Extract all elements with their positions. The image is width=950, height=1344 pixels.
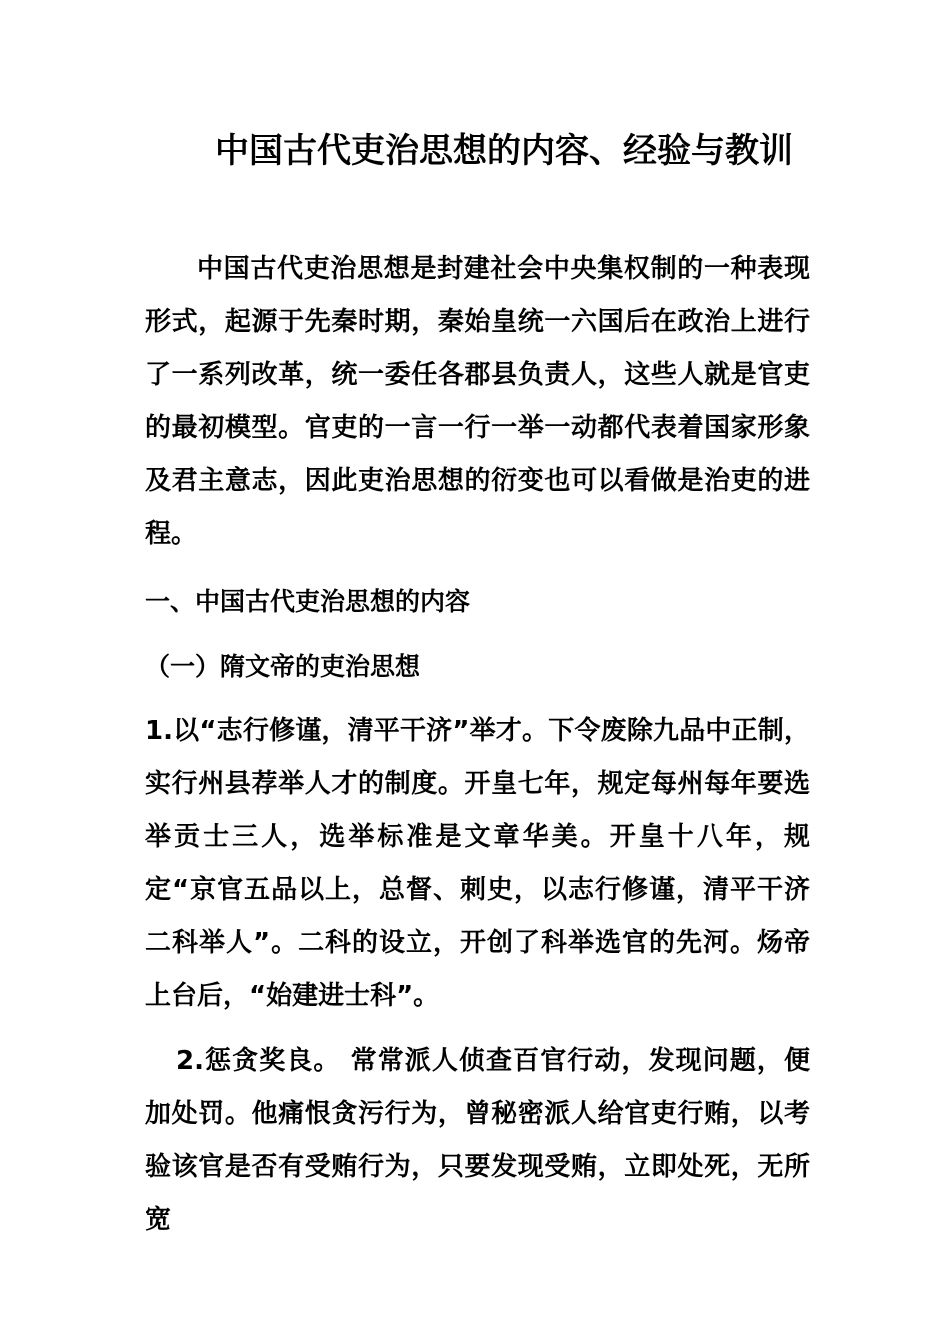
intro-paragraph: 中国古代吏治思想是封建社会中央集权制的一种表现形式，起源于先秦时期，秦始皇统一六国后在政治上进行了一系列改革，统一委任各郡县负责人，这些人就是官吏的最初模型。官吏的一言一行一举一动都代表着国家形象及君主意志，因此吏治思想的衍变也可以看做是治吏的进程。 [145, 254, 810, 549]
point-paragraph-2: 2.惩贪奖良。 常常派人侦查百官行动，发现问题，便加处罚。他痛恨贪污行为，曾秘密派人给官吏行贿，以考验该官是否有受贿行为，只要发现受贿，立即处死，无所宽 [145, 1046, 810, 1235]
point-paragraph-1: 1.以“志行修谨，清平干济”举才。下令废除九品中正制，实行州县荐举人才的制度。开皇七年，规定每州每年要选举贡士三人，选举标准是文章华美。开皇十八年，规定“京官五品以上，总督、刺史，以志行修谨，清平干济二科举人”。二科的设立，开创了科举选官的先河。炀帝上台后，“始建进士科”。 [145, 716, 810, 1011]
section-heading: 一、中国古代吏治思想的内容 [145, 587, 471, 616]
document-title: 中国古代吏治思想的内容、经验与教训 [215, 131, 793, 171]
subsection-heading: （一）隋文帝的吏治思想 [145, 652, 421, 681]
